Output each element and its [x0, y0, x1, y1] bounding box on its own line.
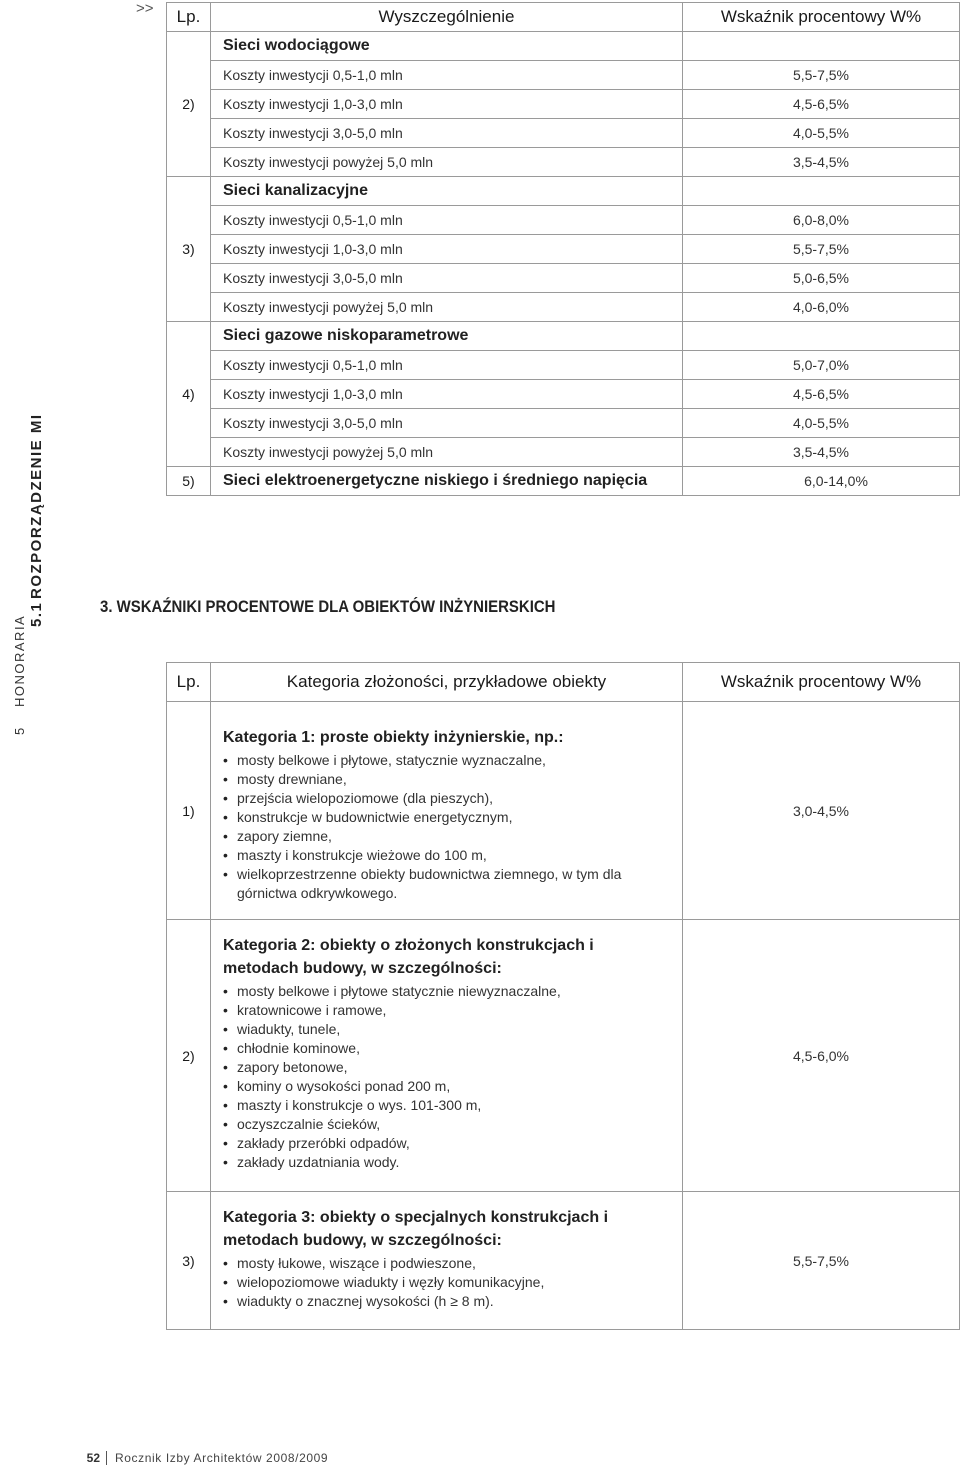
list-item: • mosty łukowe, wiszące i podwieszone,	[223, 1254, 670, 1273]
category-cell	[211, 920, 683, 1192]
percent-value: 5,0-7,0%	[683, 351, 960, 380]
category-title: Kategoria 1: proste obiekty inżynierskie, np.:	[223, 729, 564, 746]
empty-cell	[683, 32, 960, 61]
chapter-label: HONORARIA	[12, 614, 27, 707]
cost-range-label: Koszty inwestycji 0,5-1,0 mln	[211, 351, 683, 380]
cost-range-label: Koszty inwestycji 1,0-3,0 mln	[211, 235, 683, 264]
header-description: Wyszczególnienie	[211, 3, 683, 32]
list-item: • wiadukty o znacznej wysokości (h ≥ 8 m).	[223, 1292, 670, 1311]
group-title-row	[167, 177, 960, 206]
row-lp: 5)	[167, 467, 211, 496]
table-row	[167, 1192, 960, 1330]
object-list	[223, 982, 670, 1172]
list-item: • maszty i konstrukcje o wys. 101-300 m,	[223, 1096, 670, 1115]
list-item: • chłodnie kominowe,	[223, 1039, 670, 1058]
category-title: Kategoria 2: obiekty o złożonych konstrukcjach i metodach budowy, w szczególności:	[223, 937, 594, 977]
list-item: • kominy o wysokości ponad 200 m,	[223, 1077, 670, 1096]
group-title: Sieci elektroenergetyczne niskiego i średniego napięcia	[211, 467, 683, 496]
percent-value: 4,0-5,5%	[683, 409, 960, 438]
cost-range-label: Koszty inwestycji powyżej 5,0 mln	[211, 148, 683, 177]
list-item: • wiadukty, tunele,	[223, 1020, 670, 1039]
group-title: Sieci kanalizacyjne	[211, 177, 683, 206]
page-footer	[66, 1451, 328, 1465]
page-number: 52	[66, 1451, 107, 1465]
table-row	[167, 438, 960, 467]
table-row	[167, 920, 960, 1192]
percent-value: 4,0-5,5%	[683, 119, 960, 148]
percent-value: 3,5-4,5%	[683, 438, 960, 467]
list-item: • zapory betonowe,	[223, 1058, 670, 1077]
empty-cell	[683, 322, 960, 351]
section-3-title: 3. WSKAŹNIKI PROCENTOWE DLA OBIEKTÓW INŻYNIERSKICH	[100, 597, 556, 616]
table-row	[167, 90, 960, 119]
cost-range-label: Koszty inwestycji 0,5-1,0 mln	[211, 206, 683, 235]
percent-value: 6,0-8,0%	[683, 206, 960, 235]
cost-range-label: Koszty inwestycji powyżej 5,0 mln	[211, 438, 683, 467]
table-row	[167, 351, 960, 380]
percent-value: 3,0-4,5%	[683, 702, 960, 920]
table-row	[167, 380, 960, 409]
list-item: • przejścia wielopoziomowe (dla pieszych),	[223, 789, 670, 808]
cost-range-label: Koszty inwestycji 3,0-5,0 mln	[211, 409, 683, 438]
percent-value: 3,5-4,5%	[683, 148, 960, 177]
table-row	[167, 293, 960, 322]
percent-value: 4,0-6,0%	[683, 293, 960, 322]
header-category: Kategoria złożoności, przykładowe obiekty	[211, 663, 683, 702]
cost-range-label: Koszty inwestycji 1,0-3,0 mln	[211, 90, 683, 119]
list-item: • mosty belkowe i płytowe, statycznie wyznaczalne,	[223, 751, 670, 770]
publication-title: Rocznik Izby Architektów 2008/2009	[115, 1451, 329, 1465]
percent-value: 6,0-14,0%	[683, 467, 960, 496]
table-row	[167, 206, 960, 235]
cost-range-label: Koszty inwestycji 3,0-5,0 mln	[211, 119, 683, 148]
group-title-row	[167, 322, 960, 351]
list-item: • zapory ziemne,	[223, 827, 670, 846]
percent-value: 5,5-7,5%	[683, 235, 960, 264]
table-header-row	[167, 663, 960, 702]
row-lp: 4)	[167, 322, 211, 467]
row-lp: 2)	[167, 32, 211, 177]
engineering-objects-table	[166, 662, 960, 1330]
percent-value: 5,5-7,5%	[683, 61, 960, 90]
list-item: • zakłady przeróbki odpadów,	[223, 1134, 670, 1153]
table-row	[167, 409, 960, 438]
percent-value: 5,0-6,5%	[683, 264, 960, 293]
header-lp: Lp.	[167, 3, 211, 32]
chapter-number: 5	[12, 726, 27, 735]
list-item: • wielkoprzestrzenne obiekty budownictwa ziemnego, w tym dla górnictwa odkrywkowego.	[223, 865, 670, 903]
object-list	[223, 1254, 670, 1311]
group-title-row	[167, 32, 960, 61]
network-cost-table	[166, 2, 960, 496]
percent-value: 4,5-6,5%	[683, 90, 960, 119]
list-item: • maszty i konstrukcje wieżowe do 100 m,	[223, 846, 670, 865]
nav-marker: >>	[136, 0, 154, 17]
object-list	[223, 751, 670, 903]
table-row	[167, 264, 960, 293]
row-lp: 2)	[167, 920, 211, 1192]
cost-range-label: Koszty inwestycji 3,0-5,0 mln	[211, 264, 683, 293]
percent-value: 5,5-7,5%	[683, 1192, 960, 1330]
percent-value: 4,5-6,5%	[683, 380, 960, 409]
table-row	[167, 702, 960, 920]
list-item: • mosty belkowe i płytowe statycznie niewyznaczalne,	[223, 982, 670, 1001]
empty-cell	[683, 177, 960, 206]
group-title: Sieci wodociągowe	[211, 32, 683, 61]
table-row	[167, 119, 960, 148]
category-cell	[211, 1192, 683, 1330]
header-value: Wskaźnik procentowy W%	[683, 663, 960, 702]
table-row	[167, 61, 960, 90]
list-item: • wielopoziomowe wiadukty i węzły komunikacyjne,	[223, 1273, 670, 1292]
category-title: Kategoria 3: obiekty o specjalnych konstrukcjach i metodach budowy, w szczególności:	[223, 1209, 609, 1249]
row-lp: 3)	[167, 1192, 211, 1330]
header-lp: Lp.	[167, 663, 211, 702]
cost-range-label: Koszty inwestycji 1,0-3,0 mln	[211, 380, 683, 409]
list-item: • oczyszczalnie ścieków,	[223, 1115, 670, 1134]
table-row	[167, 235, 960, 264]
table-header-row	[167, 3, 960, 32]
row-lp: 3)	[167, 177, 211, 322]
header-value: Wskaźnik procentowy W%	[683, 3, 960, 32]
table-row	[167, 148, 960, 177]
cost-range-label: Koszty inwestycji powyżej 5,0 mln	[211, 293, 683, 322]
percent-value: 4,5-6,0%	[683, 920, 960, 1192]
list-item: • kratownicowe i ramowe,	[223, 1001, 670, 1020]
group-title: Sieci gazowe niskoparametrowe	[211, 322, 683, 351]
row-lp: 1)	[167, 702, 211, 920]
list-item: • mosty drewniane,	[223, 770, 670, 789]
section-number: 5.1	[28, 601, 45, 627]
list-item: • zakłady uzdatniania wody.	[223, 1153, 670, 1172]
category-cell	[211, 702, 683, 920]
section-label: ROZPORZĄDZENIE MI	[28, 413, 45, 599]
table-row	[167, 467, 960, 496]
list-item: • konstrukcje w budownictwie energetycznym,	[223, 808, 670, 827]
cost-range-label: Koszty inwestycji 0,5-1,0 mln	[211, 61, 683, 90]
side-label	[10, 405, 50, 735]
